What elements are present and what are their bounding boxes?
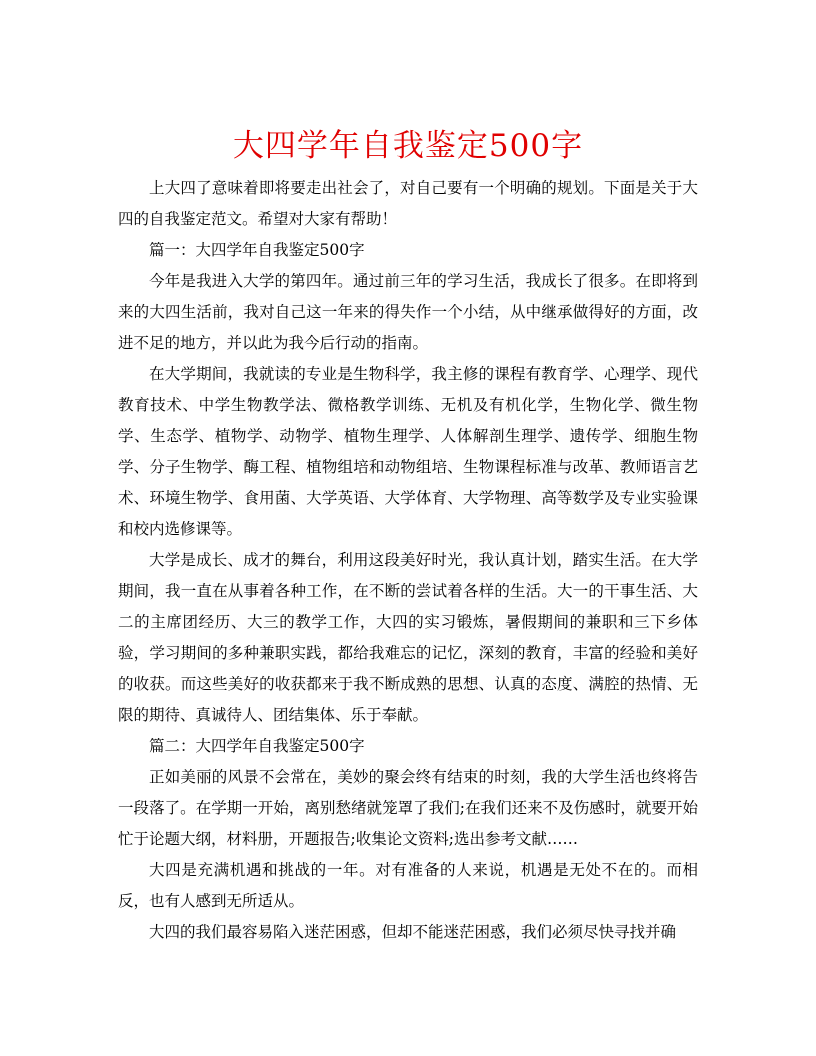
- body-paragraph: 在大学期间，我就读的专业是生物科学，我主修的课程有教育学、心理学、现代教育技术、中学生物教学法、微格教学训练、无机及有机化学，生物化学、微生物学、生态学、植物学、动物学、植物生理学、人体解剖生理学、遗传学、细胞生物学、分子生物学、酶工程、植物组培和动物组培、生物课程标准与改革、教师语言艺术、环境生物学、食用菌、大学英语、大学体育、大学物理、高等数学及专业实验课和校内选修课等。: [118, 365, 698, 538]
- body-paragraph: 正如美丽的风景不会常在，美妙的聚会终有结束的时刻，我的大学生活也终将告一段落了。在学期一开始，离别愁绪就笼罩了我们;在我们还来不及伤感时，就要开始忙于论题大纲，材料册，开题报告;收集论文资料;选出参考文献……: [118, 768, 698, 848]
- document-title: 大四学年自我鉴定500字: [232, 127, 584, 164]
- body-paragraph: 今年是我进入大学的第四年。通过前三年的学习生活，我成长了很多。在即将到来的大四生活前，我对自己这一年来的得失作一个小结，从中继承做得好的方面，改进不足的地方，并以此为我今后行动的指南。: [118, 272, 698, 352]
- section-heading-1: 篇一：大四学年自我鉴定500字: [149, 241, 365, 259]
- body-paragraph: 大学是成长、成才的舞台，利用这段美好时光，我认真计划，踏实生活。在大学期间，我一直在从事着各种工作，在不断的尝试着各样的生活。大一的干事生活、大二的主席团经历、大三的教学工作，大四的实习锻炼，暑假期间的兼职和三下乡体验，学习期间的多种兼职实践，都给我难忘的记忆，深刻的教育，丰富的经验和美好的收获。而这些美好的收获都来于我不断成熟的思想、认真的态度、满腔的热情、无限的期待、真诚待人、团结集体、乐于奉献。: [118, 551, 698, 724]
- body-paragraph: 大四是充满机遇和挑战的一年。对有准备的人来说，机遇是无处不在的。而相反，也有人感到无所适从。: [118, 861, 698, 910]
- document-body: [118, 173, 698, 948]
- section-heading-2: 篇二：大四学年自我鉴定500字: [149, 737, 365, 755]
- intro-paragraph: 上大四了意味着即将要走出社会了，对自己要有一个明确的规划。下面是关于大四的自我鉴定范文。希望对大家有帮助！: [118, 179, 698, 228]
- body-paragraph: 大四的我们最容易陷入迷茫困惑，但却不能迷茫困惑，我们必须尽快寻找并确: [149, 923, 677, 941]
